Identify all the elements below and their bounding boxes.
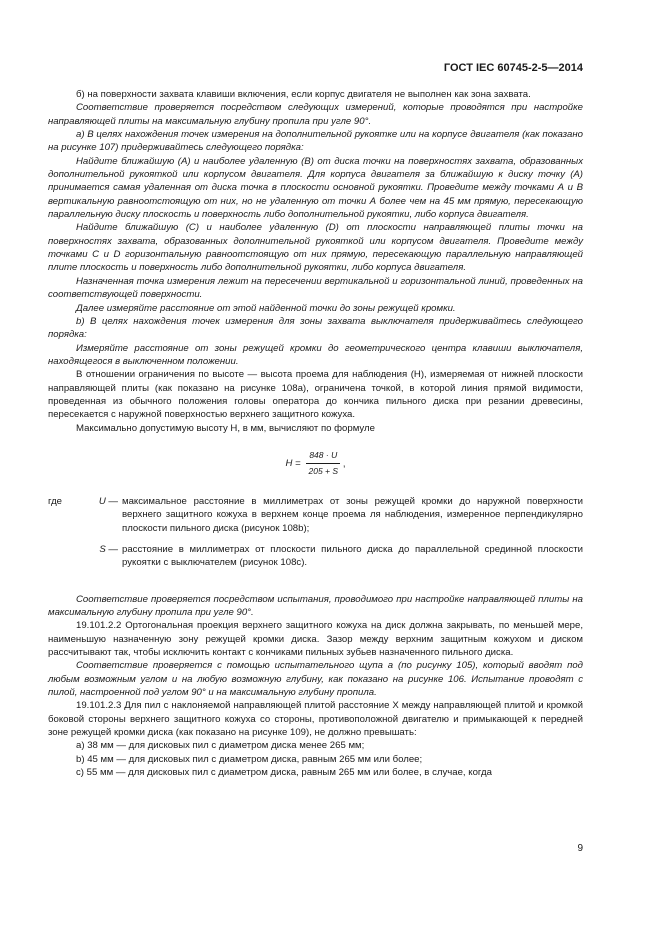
bottom-paragraphs bbox=[48, 593, 583, 780]
paragraph: а) В целях нахождения точек измерения на дополнительной рукоятке или на корпусе двигателя (как показано на рисунке 107) придерживайтесь следующего порядка: bbox=[48, 129, 583, 154]
paragraph: с) 55 мм — для дисковых пил с диаметром диска, равным 265 мм или более, в случае, когда bbox=[76, 767, 492, 779]
paragraph: Соответствие проверяется посредством испытания, проводимого при настройке направляющей плиты на максимальную глубину пропила при угле 90°. bbox=[48, 593, 583, 618]
paragraph: Найдите ближайшую (А) и наиболее удаленную (В) от диска точки на поверхностях захвата, образованных дополнительной рукояткой или корпусом двигателя. Для корпуса двигателя за ближайшую к диску точку (А) принимается самая удаленная от диска точка в плоскости основной рукоятки. Проведите между точками А и В вертикальную равноотстоящую от них, но не удаленную от точки А более чем на 45 мм прямую, пересекающую параллельную диску плоскость и поверхность либо дополнительной рукоятки, либо корпуса двигателя. bbox=[48, 155, 583, 221]
paragraph: 19.101.2.2 Ортогональная проекция верхнего защитного кожуха на диск должна закрывать, по меньшей мере, наименьшую назначенную зону режущей кромки диска. Зазор между верхним защитным кожухом и диском рассчитывают так, чтобы исключить контакт с кончиками пильных зубьев назначенного пильного диска. bbox=[48, 620, 583, 659]
definition-text: расстояние в миллиметрах от плоскости пильного диска до параллельной срединной плоскости рукоятки с выключателем (рисунок 108с). bbox=[122, 543, 583, 569]
paragraph: Измеряйте расстояние от зоны режущей кромки до геометрического центра клавиши выключателя, находящегося в выключенном положении. bbox=[48, 342, 583, 367]
paragraph: Максимально допустимую высоту Н, в мм, вычисляют по формуле bbox=[76, 422, 375, 434]
paragraph: Назначенная точка измерения лежит на пересечении вертикальной и горизонтальной линий, проведенных на соответствующей поверхности. bbox=[48, 275, 583, 301]
paragraph: 19.101.2.3 Для пил с наклоняемой направляющей плитой расстояние X между направляющей плитой и кромкой боковой стороны верхнего защитного кожуха со стороны, противоположной двигателю и примыкающей к передней зоне режущей кромки диска (как показано на рисунке 109), не должно превышать: bbox=[48, 700, 583, 739]
paragraph: Соответствие проверяется с помощью испытательного щупа а (по рисунку 105), который вводят под любым возможным углом и на любую возможную глубину, как показано на рисунке 106. Испытание проводят с пилой, настроенной под углом 90° и на максимальную глубину пропила. bbox=[48, 660, 583, 699]
definition-text: максимальное расстояние в миллиметрах от зоны режущей кромки до наружной поверхности верхнего защитного кожуха в верхнем конце проема ля наблюдения, измеренное перпендикулярно плоскости пильного диска (рисунок 108b); bbox=[122, 495, 583, 534]
definition-u bbox=[48, 495, 583, 535]
paragraph: b) В целях нахождения точек измерения для зоны захвата выключателя придерживайтесь следующего порядка: bbox=[48, 315, 583, 341]
height-formula bbox=[48, 449, 583, 479]
paragraph: b) 45 мм — для дисковых пил с диаметром диска, равным 265 мм или более; bbox=[76, 753, 423, 765]
page-number: 9 bbox=[577, 843, 583, 854]
document-standard-header: ГОСТ IEC 60745-2-5—2014 bbox=[443, 62, 583, 74]
formula-denominator: 205 + S bbox=[308, 466, 339, 477]
paragraph: б) на поверхности захвата клавиши включения, если корпус двигателя не выполнен как зона захвата. bbox=[76, 89, 531, 100]
paragraph: Найдите ближайшую (С) и наиболее удаленную (D) от плоскости направляющей плиты точки на поверхностях захвата, образованных дополнительной рукояткой или корпусом двигателя. Проведите между точками С и D горизонтальную равноотстоящую от них прямую, пересекающую параллельную направляющей плите плоскость и поверхность либо дополнительной рукоятки, либо корпуса двигателя. bbox=[48, 222, 583, 274]
definition-symbol: U — bbox=[98, 495, 118, 507]
top-paragraphs bbox=[48, 88, 583, 435]
paragraph: а) 38 мм — для дисковых пил с диаметром диска менее 265 мм; bbox=[76, 740, 365, 752]
formula-fraction bbox=[306, 449, 340, 479]
paragraph: В отношении ограничения по высоте — высота проема для наблюдения (Н), измеряемая от нижней плоскости направляющей плиты (как показано на рисунке 108а), ограничена точкой, в которой линия прямой видимости, проведенная из обычного положения головы оператора до кончика пильного диска при резании древесины, пересекается с наружной поверхностью верхнего защитного кожуха. bbox=[48, 369, 583, 421]
paragraph: Соответствие проверяется посредством следующих измерений, которые проводятся при настройке направляющей плиты на максимальную глубину пропила при угле 90°. bbox=[48, 102, 583, 127]
paragraph: Далее измеряйте расстояние от этой найденной точки до зоны режущей кромки. bbox=[76, 302, 456, 314]
page-body bbox=[48, 88, 583, 779]
formula-definitions bbox=[48, 495, 583, 570]
formula-tail: , bbox=[342, 458, 346, 470]
where-label: где bbox=[48, 495, 63, 507]
formula-lhs: H = bbox=[285, 458, 301, 470]
definition-symbol: S — bbox=[99, 543, 118, 555]
definition-s bbox=[48, 543, 583, 570]
formula-numerator: 848 · U bbox=[306, 449, 340, 464]
